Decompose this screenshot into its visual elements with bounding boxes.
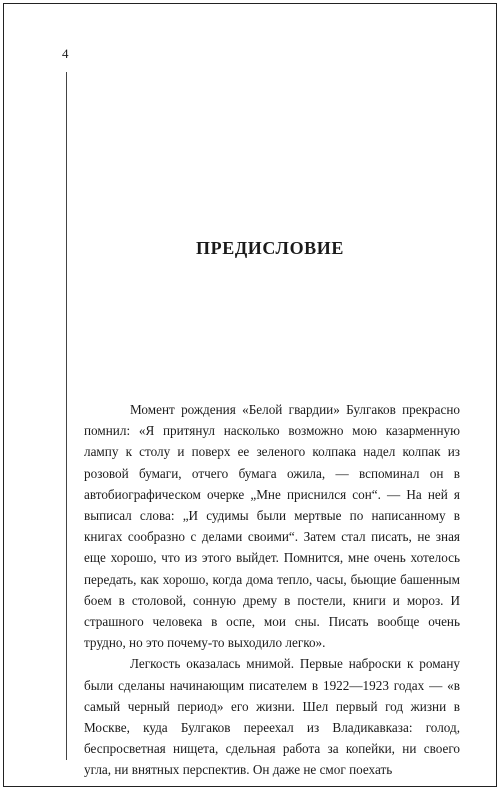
margin-rule [66, 72, 67, 760]
paragraph-1: Момент рождения «Белой гвардии» Булгаков прекрасно помнил: «Я притянул насколько возможно мою казарменную лампу к столу и поверх ее зеленого колпака надел колпак из розовой бумаги, отчего бумага ожила, — вспоминал он в автобиографическом очерке „Мне приснился сон“. — На ней я выписал слова: „И судимы были мертвые по написанному в книгах сообразно с делами своими“. Затем стал писать, не зная еще хорошо, что из этого выйдет. Помнится, мне очень хотелось передать, как хорошо, когда дома тепло, часы, бьющие башенным боем в столовой, сонную дрему в постели, книги и мороз. И страшного человека в оспе, мои сны. Писать вообще очень трудно, но это почему-то выходило легко». [84, 402, 460, 651]
chapter-title: ПРЕДИСЛОВИЕ [196, 238, 344, 258]
paragraph-2: Легкость оказалась мнимой. Первые наброски к роману были сделаны начинающим писателем в 1922—1923 годах — «в самый черный период» его жизни. Шел первый год жизни в Москве, куда Булгаков переехал из Владикавказа: голод, беспросветная нищета, сдельная работа за копейки, ни своего угла, ни внятных перспектив. Он даже не смог поехать [84, 656, 460, 778]
body-text [84, 399, 460, 781]
page-number: 4 [62, 46, 69, 61]
